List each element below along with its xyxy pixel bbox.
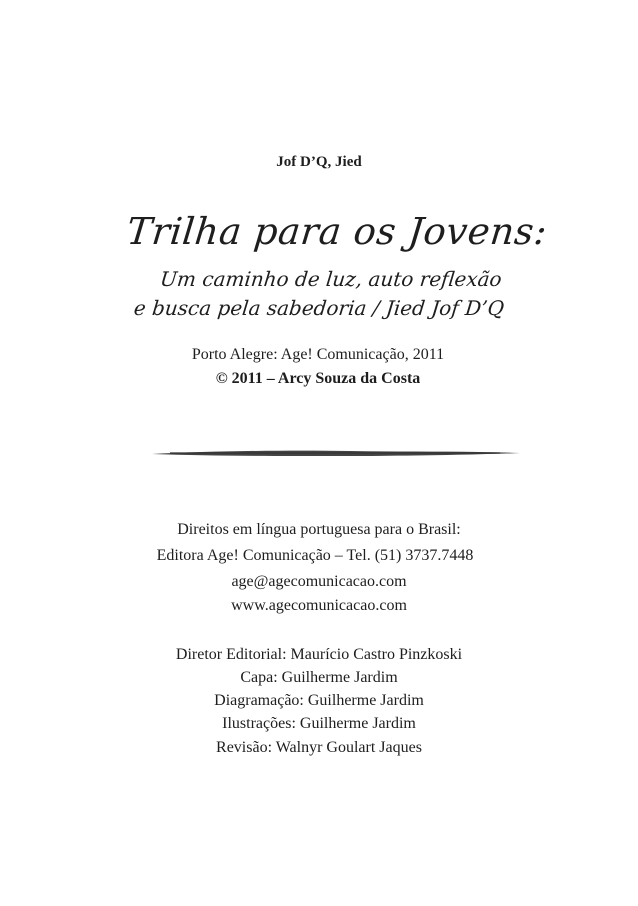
book-subtitle-line2: e busca pela sabedoria / Jied Jof D’Q xyxy=(132,296,506,320)
brush-stroke-divider xyxy=(150,445,522,461)
author-name: Jof D’Q, Jied xyxy=(276,154,362,170)
publisher-line: Porto Alegre: Age! Comunicação, 2011 xyxy=(191,346,445,363)
book-title: Trilha para os Jovens: xyxy=(124,210,550,253)
copyright-line: © 2011 – Arcy Souza da Costa xyxy=(215,370,421,387)
credit-layout: Diagramação: Guilherme Jardim xyxy=(214,692,424,709)
credit-revision: Revisão: Walnyr Goulart Jaques xyxy=(216,739,422,756)
rights-statement: Direitos em língua portuguesa para o Brasil: xyxy=(177,521,461,538)
credit-editorial-director: Diretor Editorial: Maurício Castro Pinzkoski xyxy=(175,646,463,663)
credit-illustrations: Ilustrações: Guilherme Jardim xyxy=(222,715,416,732)
book-subtitle-line1: Um caminho de luz, auto reflexão xyxy=(159,267,503,291)
publisher-website: www.agecomunicacao.com xyxy=(231,597,407,614)
credit-cover: Capa: Guilherme Jardim xyxy=(240,669,398,686)
publisher-email: age@agecomunicacao.com xyxy=(231,573,407,590)
publisher-contact: Editora Age! Comunicação – Tel. (51) 3737.7448 xyxy=(156,547,474,564)
